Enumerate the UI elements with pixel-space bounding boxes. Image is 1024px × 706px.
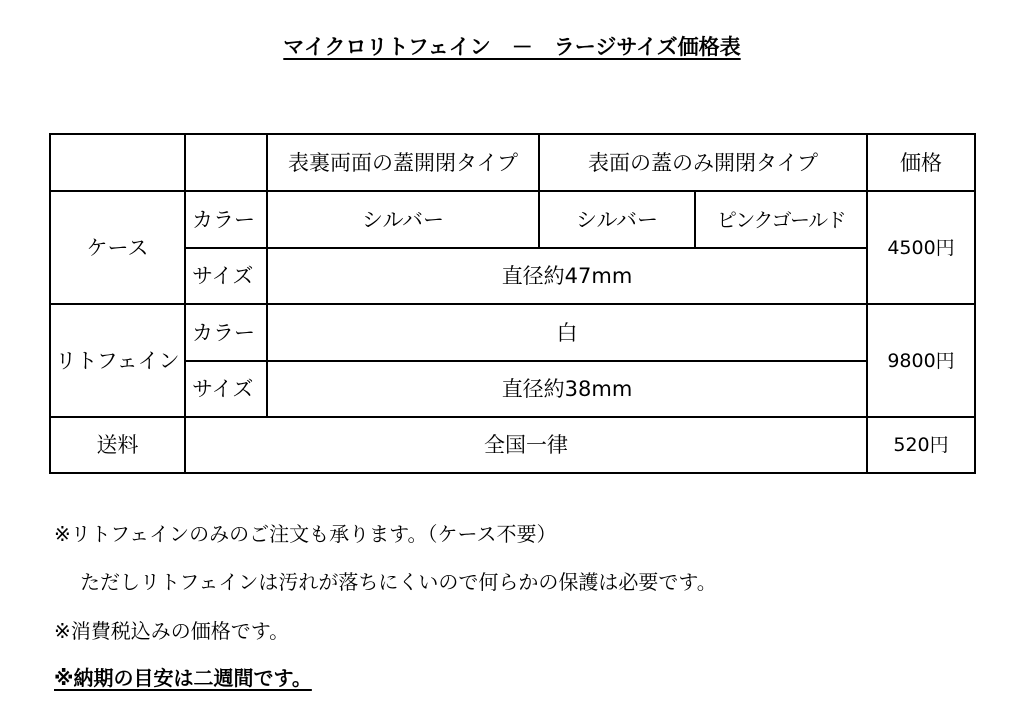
lithophane-size-label: サイズ xyxy=(185,361,267,417)
page-title-text: マイクロリトフェイン － ラージサイズ価格表 xyxy=(283,35,741,59)
header-both-sides: 表裏両面の蓋開閉タイプ xyxy=(267,134,539,191)
table-row-lithophane-color xyxy=(50,304,975,361)
table-header-row xyxy=(50,134,975,191)
note-tax-included: ※消費税込みの価格です。 xyxy=(54,619,290,643)
note-delivery xyxy=(54,664,312,692)
header-empty-cell xyxy=(185,134,267,191)
lithophane-color-value: 白 xyxy=(267,304,867,361)
case-price: 4500円 xyxy=(867,191,975,304)
lithophane-price: 9800円 xyxy=(867,304,975,417)
table-row-lithophane-size xyxy=(50,361,975,417)
header-front-only: 表面の蓋のみ開閉タイプ xyxy=(539,134,867,191)
case-size-value: 直径約47mm xyxy=(267,248,867,304)
note-lithophane-only: ※リトフェインのみのご注文も承ります。（ケース不要） xyxy=(54,522,557,546)
table-row-shipping xyxy=(50,417,975,473)
price-table xyxy=(49,133,976,474)
table-row-case-color xyxy=(50,191,975,248)
shipping-price: 520円 xyxy=(867,417,975,473)
page-title xyxy=(0,32,1024,62)
lithophane-color-label: カラー xyxy=(185,304,267,361)
table-row-case-size xyxy=(50,248,975,304)
case-color-front-silver: シルバー xyxy=(539,191,695,248)
case-color-front-pinkgold: ピンクゴールド xyxy=(695,191,867,248)
header-price: 価格 xyxy=(867,134,975,191)
case-size-label: サイズ xyxy=(185,248,267,304)
note-delivery-text: ※納期の目安は二週間です。 xyxy=(54,666,312,690)
lithophane-size-value: 直径約38mm xyxy=(267,361,867,417)
case-color-label: カラー xyxy=(185,191,267,248)
note-protection: ただしリトフェインは汚れが落ちにくいので何らかの保護は必要です。 xyxy=(80,570,717,594)
shipping-value: 全国一律 xyxy=(185,417,867,473)
shipping-label: 送料 xyxy=(50,417,185,473)
case-label: ケース xyxy=(50,191,185,304)
lithophane-label: リトフェイン xyxy=(50,304,185,417)
header-empty-cell xyxy=(50,134,185,191)
case-color-both-sides: シルバー xyxy=(267,191,539,248)
